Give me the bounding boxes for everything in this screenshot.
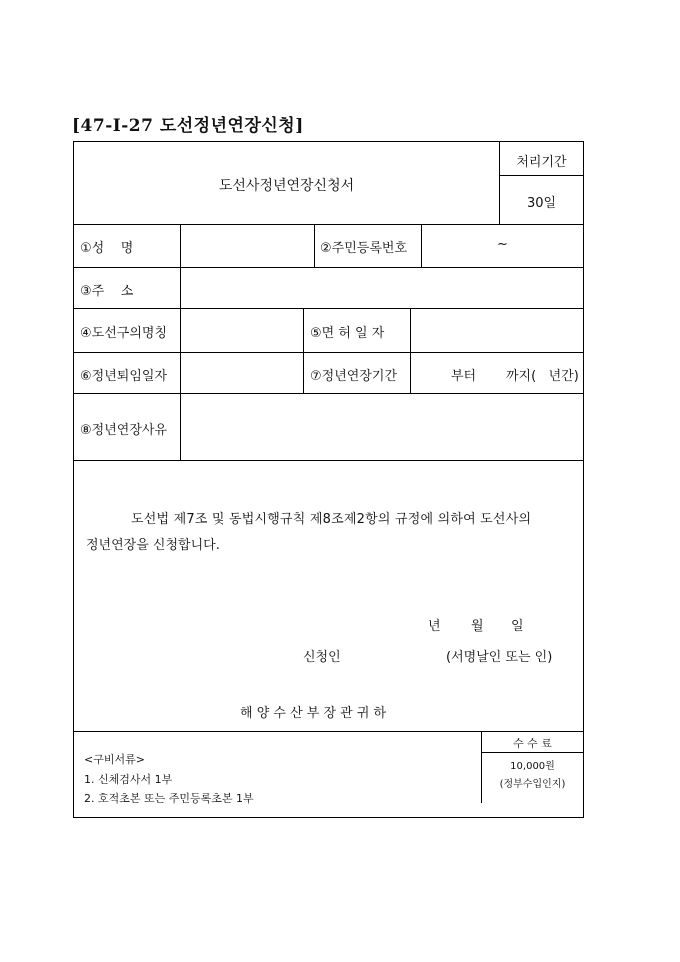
date-year: 년	[428, 619, 441, 634]
extension-period-label: ⑦정년연장기간	[310, 369, 398, 384]
addressee: 해 양 수 산 부 장 관 귀 하	[240, 706, 387, 721]
statement-line-1: 도선법 제7조 및 동법시행규칙 제8조제2항의 규정에 의하여 도선사의	[131, 512, 532, 527]
resident-number-separator: ~	[497, 237, 508, 252]
name-label: ①성 명	[80, 241, 134, 256]
extension-until: 까지( 년간)	[506, 369, 579, 384]
application-form	[73, 141, 584, 818]
documents-heading: <구비서류>	[84, 753, 145, 766]
fee-amount: 10,000원	[510, 761, 555, 772]
reason-label: ⑧정년연장사유	[80, 423, 168, 438]
retire-date-label: ⑥정년퇴임일자	[80, 369, 168, 384]
applicant-label: 신청인	[303, 650, 341, 665]
fee-note: (정부수입인지)	[499, 779, 566, 790]
divider	[180, 224, 181, 460]
divider	[481, 752, 584, 753]
divider	[303, 308, 304, 393]
signature-label: (서명날인 또는 인)	[446, 650, 553, 665]
divider	[499, 175, 584, 176]
date-day: 일	[511, 619, 524, 634]
processing-period-label: 처리기간	[516, 155, 567, 170]
processing-period-value: 30일	[526, 196, 557, 211]
divider	[74, 393, 584, 394]
resident-number-label: ②주민등록번호	[320, 241, 408, 256]
divider	[74, 352, 584, 353]
pilot-area-label: ④도선구의명칭	[80, 326, 168, 341]
divider	[74, 267, 584, 268]
document-item: 1. 신체검사서 1부	[84, 773, 173, 786]
fee-label: 수 수 료	[513, 737, 552, 750]
divider	[74, 731, 584, 732]
extension-from: 부터	[451, 369, 477, 384]
statement-line-2: 정년연장을 신청합니다.	[86, 538, 220, 553]
form-title: 도선사정년연장신청서	[218, 178, 355, 194]
divider	[74, 308, 584, 309]
license-date-label: ⑤면 허 일 자	[310, 326, 385, 341]
address-label: ③주 소	[80, 284, 134, 299]
divider	[74, 224, 584, 225]
divider	[410, 308, 411, 393]
divider	[74, 460, 584, 461]
date-month: 월	[471, 619, 484, 634]
document-item: 2. 호적초본 또는 주민등록초본 1부	[84, 792, 254, 805]
divider	[314, 224, 315, 267]
document-code-title: [47-I-27 도선정년연장신청]	[72, 116, 304, 136]
